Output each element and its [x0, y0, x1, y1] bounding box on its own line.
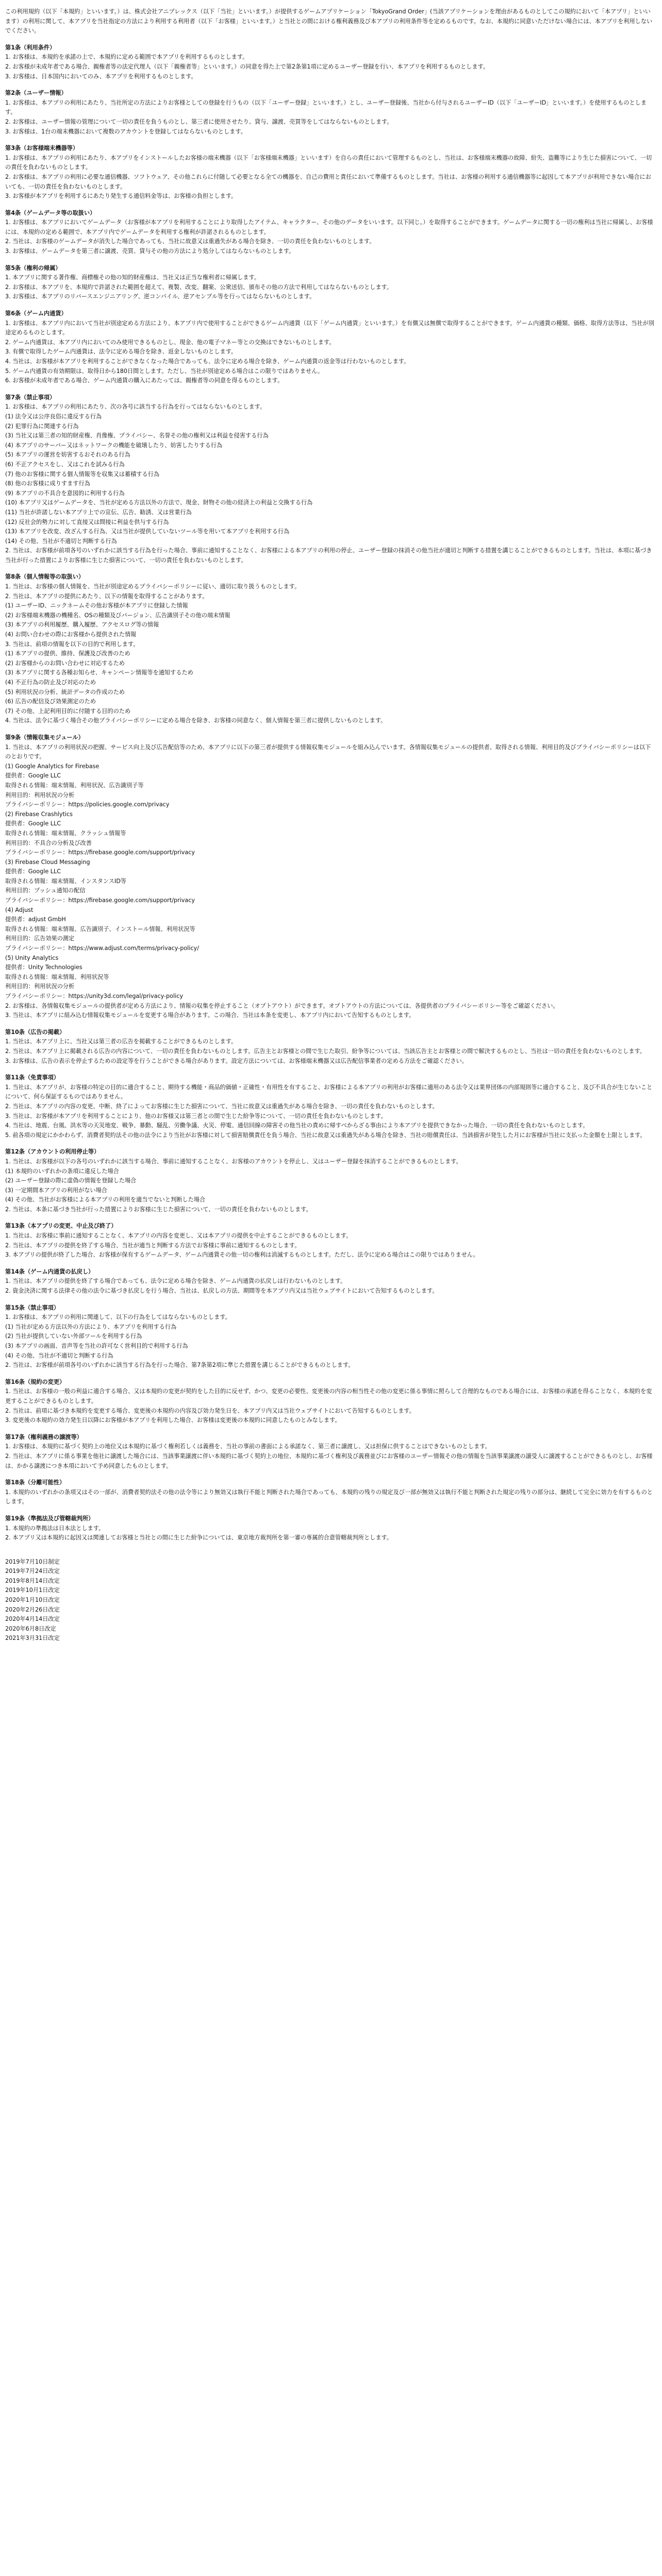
section-paragraph: 利用目的：広告効果の測定 [5, 935, 75, 942]
section-paragraph: (1) 法令又は公序良俗に違反する行為 [5, 413, 102, 420]
section-paragraph: 1. お客様は、本アプリ内において当社が別途定める方法により、本アプリ内で使用することができるゲーム内通貨（以下「ゲーム内通貨」といいます。）を有償又は無償で取得することができます。ゲーム内通貨の種類、価格、取得方法等は、当社が別途定めるものとします。 [5, 319, 654, 336]
section-paragraph: (3) 本アプリに関する各種お知らせ、キャンペーン情報等を通知するため [5, 669, 193, 676]
section-paragraph: 1. お客様は、本アプリにおいてゲームデータ（お客様が本アプリを利用することにより取得したアイテム、キャラクター、その他のデータをいいます。以下同じ。）を取得することができます。ゲームデータに関する一切の権利は当社に帰属し、お客様には、本規約の定める範囲で、本アプリ内でゲームデータを利用する権利が許諾されるものとします。 [5, 219, 653, 235]
section-paragraph: プライバシーポリシー：https://unity3d.com/legal/privacy-policy [5, 993, 183, 999]
section-paragraph: 3. 当社は、お客様が本アプリを利用することにより、他のお客様又は第三者との間で生じた紛争等について、一切の責任を負わないものとします。 [5, 1112, 387, 1120]
section-paragraph: 6. お客様が未成年者である場合、ゲーム内通貨の購入にあたっては、親権者等の同意を得るものとします。 [5, 377, 284, 384]
section-paragraph: 1. 当社は、本アプリ上に、当社又は第三者の広告を掲載することができるものとします。 [5, 1038, 237, 1045]
section-paragraph: 1. お客様は、本アプリの利用に関連して、以下の行為をしてはならないものとします。 [5, 1314, 231, 1321]
section-paragraph: (12) 反社会的勢力に対して直接又は間接に利益を供与する行為 [5, 518, 169, 526]
section-paragraph: 利用目的：利用状況の分析 [5, 791, 75, 799]
section-paragraph: (4) その他、当社が不適切と判断する行為 [5, 1352, 113, 1359]
section-paragraph: 3. お客様が本アプリを利用するにあたり発生する通信料金等は、お客様の負担とします。 [5, 193, 237, 200]
section-paragraph: 3. 変更後の本規約の効力発生日以降にお客様が本アプリを利用した場合、お客様は変更後の本規約に同意したものとみなします。 [5, 1417, 341, 1424]
section-paragraph: (2) 犯罪行為に関連する行為 [5, 422, 79, 430]
section-paragraph: 5. ゲーム内通貨の有効期限は、取得日から180日間とします。ただし、当社が別途定める場合はこの限りではありません。 [5, 367, 324, 375]
revision-date: 2020年6月8日改定 [5, 1625, 56, 1632]
section-title: 第6条（ゲーム内通貨） [5, 310, 67, 317]
section-paragraph: (14) その他、当社が不適切と判断する行為 [5, 537, 117, 545]
section-paragraph: 3. お客様は、本アプリのリバースエンジニアリング、逆コンパイル、逆アセンブル等を行ってはならないものとします。 [5, 293, 316, 300]
section-paragraph: 1. 本アプリに関する著作権、商標権その他の知的財産権は、当社又は正当な権利者に帰属します。 [5, 274, 260, 281]
section-paragraph: (3) 当社又は第三者の知的財産権、肖像権、プライバシー、名誉その他の権利又は利益を侵害する行為 [5, 432, 269, 439]
section-paragraph: 提供者：Google LLC [5, 820, 61, 827]
section-paragraph: 提供者：Unity Technologies [5, 964, 82, 971]
section-paragraph: 1. お客様は、本アプリの利用にあたり、次の各号に該当する行為を行ってはならないものとします。 [5, 403, 266, 411]
section-paragraph: 取得される情報：端末情報、広告識別子、インストール情報、利用状況等 [5, 925, 195, 933]
revision-date: 2019年10月1日改定 [5, 1587, 60, 1594]
section-paragraph: 1. 当社は、お客様の一般の利益に適合する場合、又は本規約の変更が契約をした目的に反せず、かつ、変更の必要性、変更後の内容の相当性その他の変更に係る事情に照らして合理的なものである場合には、お客様の承諾を得ることなく、本規約を変更することができるものとします。 [5, 1388, 652, 1404]
section-paragraph: 3. お客様は、広告の表示を停止するための設定等を行うことができる場合があります。設定方法については、お客様端末機器又は広告配信事業者の定める方法をご確認ください。 [5, 1057, 468, 1064]
section-paragraph: 2. 当社は、本アプリの提供を終了する場合、当社が適当と判断する方法でお客様に事前に通知するものとします。 [5, 1242, 301, 1249]
section-paragraph: (4) 不正行為の防止及び対応のため [5, 679, 96, 686]
section-paragraph: (4) その他、当社がお客様による本アプリの利用を適当でないと判断した場合 [5, 1196, 206, 1204]
section-paragraph: 利用目的：利用状況の分析 [5, 983, 75, 990]
section-paragraph: (9) 本アプリの不具合を意図的に利用する行為 [5, 489, 125, 497]
section-paragraph: 2. 当社は、本アプリに係る事業を他社に譲渡した場合には、当該事業譲渡に伴い本規約に基づく契約上の地位、本規約に基づく権利及び義務並びにお客様のユーザー情報その他の情報を当該事業譲渡の譲受人に譲渡することができるものとし、お客様は、かかる譲渡につき本項において予め同意したものとします。 [5, 1452, 653, 1469]
section-paragraph: (2) お客様端末機器の機種名、OSの種類及びバージョン、広告識別子その他の端末情報 [5, 612, 230, 619]
section-paragraph: 2. 当社は、お客様が前項各号のいずれかに該当する行為を行った場合、第7条第2項に準じた措置を講じることができるものとします。 [5, 1362, 354, 1369]
section-paragraph: (7) 他のお客様に関する個人情報等を収集又は蓄積する行為 [5, 470, 160, 478]
section-paragraph: 2. 当社は、本条に基づき当社が行った措置によりお客様に生じた損害について、一切の責任を負わないものとします。 [5, 1206, 312, 1213]
section-paragraph: (1) 本アプリの提供、維持、保護及び改善のため [5, 650, 130, 657]
section-paragraph: (8) 他のお客様に成りすます行為 [5, 480, 90, 487]
section-paragraph: 2. 当社は、本アプリの内容の変更、中断、終了によってお客様に生じた損害について、当社に故意又は重過失がある場合を除き、一切の責任を負わないものとします。 [5, 1103, 438, 1110]
section-paragraph: 提供者：Google LLC [5, 868, 61, 875]
section-title: 第1条（利用条件） [5, 44, 56, 51]
section-paragraph: 3. お客様は、1台の端末機器において複数のアカウントを登録してはならないものとします。 [5, 128, 246, 135]
section-paragraph: 3. 有償で取得したゲーム内通貨は、法令に定める場合を除き、返金しないものとします。 [5, 348, 237, 355]
section-title: 第4条（ゲームデータ等の取扱い） [5, 209, 96, 216]
terms-section [5, 209, 655, 257]
section-paragraph: 提供者：adjust GmbH [5, 916, 66, 923]
section-paragraph: (13) 本アプリを改変、改ざんする行為、又は当社が提供していないツール等を用いて本アプリを利用する行為 [5, 528, 290, 535]
section-paragraph: 3. 当社は、前項の情報を以下の目的で利用します。 [5, 640, 139, 648]
section-title: 第5条（権利の帰属） [5, 264, 61, 272]
section-paragraph: (4) お問い合わせの際にお客様から提供された情報 [5, 631, 137, 638]
section-paragraph: (5) 利用状況の分析、統計データの作成のため [5, 688, 125, 696]
section-paragraph: (1) ユーザーID、ニックネームその他お客様が本アプリに登録した情報 [5, 602, 188, 609]
section-paragraph: (5) 本アプリの運営を妨害するおそれのある行為 [5, 451, 130, 459]
section-paragraph: 3. お客様は、日本国内においてのみ、本アプリを利用するものとします。 [5, 73, 197, 80]
section-paragraph: (11) 当社が許諾しない本アプリ上での宣伝、広告、勧誘、又は営業行為 [5, 509, 192, 516]
section-paragraph: 2. お客様は、本アプリの利用に必要な通信機器、ソフトウェア、その他これらに付随して必要となる全ての機器を、自己の費用と責任において準備するものとします。当社は、お客様の利用する通信機器等に起因して本アプリが利用できない場合においても、一切の責任を負わないものとします。 [5, 173, 651, 190]
section-paragraph: (1) 本規約のいずれかの条項に違反した場合 [5, 1167, 119, 1175]
terms-section [5, 1028, 655, 1066]
section-paragraph: 2. お客様は、各情報収集モジュールの提供者が定める方法により、情報の収集を停止すること（オプトアウト）ができます。オプトアウトの方法については、各提供者のプライバシーポリシー等をご確認ください。 [5, 1002, 559, 1009]
terms-section [5, 309, 655, 386]
terms-section [5, 733, 655, 1021]
section-paragraph: (5) Unity Analytics [5, 954, 59, 961]
revision-date: 2019年8月14日改定 [5, 1577, 60, 1584]
section-paragraph: プライバシーポリシー：https://firebase.google.com/support/privacy [5, 897, 195, 904]
section-title: 第16条（規約の変更） [5, 1378, 65, 1385]
terms-section [5, 1267, 655, 1296]
section-paragraph: (3) 本アプリの利用履歴、購入履歴、アクセスログ等の情報 [5, 621, 159, 629]
section-paragraph: 2. ゲーム内通貨は、本アプリ内においてのみ使用できるものとし、現金、他の電子マネー等との交換はできないものとします。 [5, 338, 335, 346]
section-title: 第17条（権利義務の譲渡等） [5, 1433, 82, 1440]
section-paragraph: (1) Google Analytics for Firebase [5, 762, 100, 770]
section-paragraph: 2. お客様は、ユーザー情報の管理について一切の責任を負うものとし、第三者に使用させたり、貸与、譲渡、売買等をしてはならないものとします。 [5, 118, 393, 125]
section-title: 第11条（免責事項） [5, 1074, 60, 1081]
section-paragraph: 利用目的：プッシュ通知の配信 [5, 887, 86, 894]
revision-date: 2020年4月14日改定 [5, 1616, 60, 1623]
section-paragraph: 2. 当社は、本アプリ上に掲載される広告の内容について、一切の責任を負わないものとします。広告主とお客様との間で生じた取引、紛争等については、当該広告主とお客様との間で解決するものとし、当社は一切の責任を負わないものとします。 [5, 1047, 646, 1055]
section-title: 第18条（分離可能性） [5, 1479, 65, 1486]
section-paragraph: 1. 本規約のいずれかの条項又はその一部が、消費者契約法その他の法令等により無効又は執行不能と判断された場合であっても、本規約の残りの規定及び一部が無効又は執行不能と判断された規定の残りの部分は、継続して完全に効力を有するものとします。 [5, 1488, 653, 1505]
section-paragraph: 利用目的：不具合の分析及び改善 [5, 839, 92, 846]
section-title: 第10条（広告の掲載） [5, 1028, 65, 1036]
revision-date: 2021年3月31日改定 [5, 1635, 60, 1642]
section-title: 第12条（アカウントの利用停止等） [5, 1148, 100, 1156]
section-title: 第14条（ゲーム内通貨の払戻し） [5, 1268, 94, 1275]
terms-section [5, 89, 655, 137]
section-paragraph: 4. 当社は、お客様が本アプリを利用することができなくなった場合であっても、法令に定める場合を除き、ゲーム内通貨の返金等は行わないものとします。 [5, 358, 410, 365]
section-paragraph: 取得される情報：端末情報、利用状況等 [5, 973, 109, 980]
section-paragraph: (4) Adjust [5, 906, 34, 913]
terms-section [5, 1378, 655, 1426]
section-title: 第15条（禁止事項） [5, 1304, 60, 1311]
section-paragraph: 3. 本アプリの提供が終了した場合、お客様が保有するゲームデータ、ゲーム内通貨その他一切の権利は消滅するものとします。ただし、法令に定める場合はこの限りではありません。 [5, 1251, 479, 1259]
section-paragraph: (4) 本アプリのサーバー又はネットワークの機能を破壊したり、妨害したりする行為 [5, 442, 223, 449]
section-paragraph: プライバシーポリシー：https://policies.google.com/privacy [5, 801, 170, 808]
section-title: 第9条（情報収集モジュール） [5, 734, 84, 741]
terms-section [5, 1073, 655, 1140]
section-paragraph: 1. 当社は、お客様が以下の各号のいずれかに該当する場合、事前に通知することなく、お客様のアカウントを停止し、又はユーザー登録を抹消することができるものとします。 [5, 1158, 462, 1165]
section-paragraph: (10) 本アプリ又はゲームデータを、当社が定める方法以外の方法で、現金、財物その他の経済上の利益と交換する行為 [5, 499, 313, 506]
section-title: 第3条（お客様端末機器等） [5, 145, 79, 152]
section-paragraph: 提供者：Google LLC [5, 772, 61, 779]
section-paragraph: (3) 一定期間本アプリの利用がない場合 [5, 1187, 107, 1194]
section-paragraph: 取得される情報：端末情報、利用状況、広告識別子等 [5, 782, 144, 789]
section-paragraph: 4. 当社は、法令に基づく場合その他プライバシーポリシーに定める場合を除き、お客様の同意なく、個人情報を第三者に提供しないものとします。 [5, 717, 387, 724]
terms-section [5, 43, 655, 81]
terms-intro: この利用規約（以下「本規約」といいます。）は、株式会社アニプレックス（以下「当社」といいます。）が提供するゲームアプリケーション「TokyoGrand Order」(当該アプリケーションを理由があるものとしてこの規約において「本アプリ」といいます）の利用に関して、本アプリを当社指定の方法により利用する利用者（以下「お客様」といいます。）と当社との間における権利義務及び本アプリの利用条件等を定めるものです。なお、本規約に同意いただけない場合には、本アプリを利用しないでください。 [5, 8, 653, 35]
section-paragraph: (2) お客様からのお問い合わせに対応するため [5, 659, 125, 667]
section-paragraph: (6) 広告の配信及び効果測定のため [5, 698, 96, 705]
section-paragraph: 2. 当社は、お客様のゲームデータが消失した場合であっても、当社に故意又は重過失がある場合を除き、一切の責任を負わないものとします。 [5, 238, 375, 245]
section-paragraph: プライバシーポリシー：https://firebase.google.com/support/privacy [5, 849, 195, 856]
section-paragraph: 2. 当社は、前項に基づき本規約を変更する場合、変更後の本規約の内容及び効力発生日を、本アプリ内又は当社ウェブサイトにおいて告知するものとします。 [5, 1407, 415, 1414]
section-paragraph: 1. 本規約の準拠法は日本法とします。 [5, 1524, 105, 1532]
section-paragraph: (6) 不正アクセスをし、又はこれを試みる行為 [5, 461, 125, 468]
terms-sections [5, 43, 655, 1550]
terms-section [5, 1147, 655, 1214]
revision-date: 2019年7月24日改定 [5, 1568, 60, 1575]
revision-date: 2020年1月10日改定 [5, 1597, 60, 1604]
section-paragraph: 取得される情報：端末情報、クラッシュ情報等 [5, 829, 126, 837]
section-title: 第7条（禁止事項） [5, 394, 56, 401]
section-paragraph: 2. 本アプリ又は本規約に起因又は関連してお客様と当社との間に生じた紛争については、東京地方裁判所を第一審の専属的合意管轄裁判所とします。 [5, 1534, 393, 1541]
section-paragraph: 3. お客様は、ゲームデータを第三者に譲渡、売買、貸与その他の方法により処分してはならないものとします。 [5, 248, 295, 255]
section-paragraph: (3) 本アプリの画面、音声等を当社の許可なく営利目的で利用する行為 [5, 1343, 188, 1349]
section-paragraph: 取得される情報：端末情報、インスタンスID等 [5, 877, 126, 885]
section-paragraph: 5. 前各項の規定にかかわらず、消費者契約法その他の法令により当社がお客様に対して損害賠償責任を負う場合、当社に故意又は重過失がある場合を除き、当社の賠償責任は、当該損害が発生した月にお客様が当社に支払った金額を上限とします。 [5, 1131, 646, 1139]
section-paragraph: 2. 資金決済に関する法律その他の法令に基づき払戻しを行う場合、当社は、払戻しの方法、期間等を本アプリ内又は当社ウェブサイトにおいて告知するものとします。 [5, 1287, 438, 1295]
section-paragraph: 2. 当社は、お客様が前項各号のいずれかに該当する行為を行った場合、事前に通知することなく、お客様による本アプリの利用の停止、ユーザー登録の抹消その他当社が適切と判断する措置を講じることができるものとします。当社は、本項に基づき当社が行った措置によりお客様に生じた損害について、一切の責任を負わないものとします。 [5, 547, 652, 564]
section-paragraph: (7) その他、上記利用目的に付随する目的のため [5, 707, 131, 715]
terms-section [5, 1222, 655, 1260]
section-paragraph: 3. 当社は、本アプリに組み込む情報収集モジュールを変更する場合があります。この場合、当社は本条を変更し、本アプリ内において告知するものとします。 [5, 1012, 415, 1019]
section-paragraph: 1. お客様は、本規約に基づく契約上の地位又は本規約に基づく権利若しくは義務を、当社の事前の書面による承諾なく、第三者に譲渡し、又は担保に供することはできないものとします。 [5, 1443, 491, 1450]
terms-document [5, 7, 655, 1643]
section-paragraph: 1. お客様は、本規約を承諾の上で、本規約に定める範囲で本アプリを利用するものとします。 [5, 54, 249, 61]
section-paragraph: (2) 当社が提供していない外部ツールを利用する行為 [5, 1333, 142, 1340]
section-title: 第8条（個人情報等の取扱い） [5, 573, 85, 581]
section-paragraph: 2. 当社は、本アプリの提供にあたり、以下の情報を取得することがあります。 [5, 592, 208, 600]
terms-section [5, 1303, 655, 1370]
section-paragraph: 1. 当社は、本アプリの提供を終了する場合であっても、法令に定める場合を除き、ゲーム内通貨の払戻しは行わないものとします。 [5, 1278, 346, 1285]
section-paragraph: 1. 当社は、本アプリの利用状況の把握、サービス向上及び広告配信等のため、本アプリに以下の第三者が提供する情報収集モジュールを組み込んでいます。各情報収集モジュールの提供者、取得される情報、利用目的及びプライバシーポリシーは以下のとおりです。 [5, 743, 651, 760]
terms-section [5, 393, 655, 566]
section-paragraph: (2) Firebase Crashlytics [5, 810, 73, 818]
section-paragraph: 1. 当社は、お客様に事前に通知することなく、本アプリの内容を変更し、又は本アプリの提供を中止することができるものとします。 [5, 1232, 352, 1240]
section-paragraph: 2. お客様は、本アプリを、本規約で許諾された範囲を超えて、複製、改変、翻案、公衆送信、頒布その他の方法で利用してはならないものとします。 [5, 283, 393, 291]
terms-section [5, 1514, 655, 1543]
terms-section [5, 1433, 655, 1471]
section-paragraph: (1) 当社が定める方法以外の方法により、本アプリを利用する行為 [5, 1323, 177, 1330]
revision-date: 2019年7月10日制定 [5, 1558, 60, 1565]
section-paragraph: 1. 当社は、お客様の個人情報を、当社が別途定めるプライバシーポリシーに従い、適切に取り扱うものとします。 [5, 583, 301, 590]
section-paragraph: 1. 当社は、本アプリが、お客様の特定の目的に適合すること、期待する機能・商品的価値・正確性・有用性を有すること、お客様による本アプリの利用がお客様に適用のある法令又は業界団体の内部規則等に適合すること、及び不具合が生じないことについて、何ら保証するものではありません。 [5, 1083, 653, 1100]
section-title: 第13条（本アプリの変更、中止及び終了） [5, 1223, 117, 1230]
section-paragraph: 1. お客様は、本アプリの利用にあたり、本アプリをインストールしたお客様の端末機器（以下「お客様端末機器」といいます）を自らの責任において管理するものとし、当社は、お客様端末機器の故障、紛失、盗難等により生じた損害について、一切の責任を負わないものとします。 [5, 154, 652, 171]
section-paragraph: 4. 当社は、地震、台風、洪水等の天災地変、戦争、暴動、騒乱、労働争議、火災、停電、通信回線の障害その他当社の責めに帰すべからざる事由により本アプリを提供できなかった場合、一切の責任を負わないものとします。 [5, 1122, 589, 1129]
section-paragraph: 1. お客様は、本アプリの利用にあたり、当社所定の方法によりお客様としての登録を行うもの（以下「ユーザー登録」といいます。）とし、ユーザー登録後、当社から付与されるユーザーID（以下「ユーザーID」といいます。）を使用するものとします。 [5, 99, 647, 116]
section-paragraph: (3) Firebase Cloud Messaging [5, 858, 90, 866]
section-paragraph: (2) ユーザー登録の際に虚偽の情報を登録した場合 [5, 1177, 137, 1184]
terms-section [5, 264, 655, 302]
section-title: 第2条（ユーザー情報） [5, 90, 67, 97]
terms-section [5, 144, 655, 201]
section-title: 第19条（準拠法及び管轄裁判所） [5, 1515, 94, 1522]
revision-date: 2020年2月26日改定 [5, 1606, 60, 1613]
terms-section [5, 572, 655, 726]
revision-dates [5, 1557, 655, 1643]
terms-section [5, 1478, 655, 1507]
section-paragraph: プライバシーポリシー：https://www.adjust.com/terms/privacy-policy/ [5, 945, 199, 952]
section-paragraph: 2. お客様が未成年者である場合、親権者等の法定代理人（以下「親権者等」といいます。）の同意を得た上で第2条第1項に定めるユーザー登録を行い、本アプリを利用するものとします。 [5, 63, 489, 70]
